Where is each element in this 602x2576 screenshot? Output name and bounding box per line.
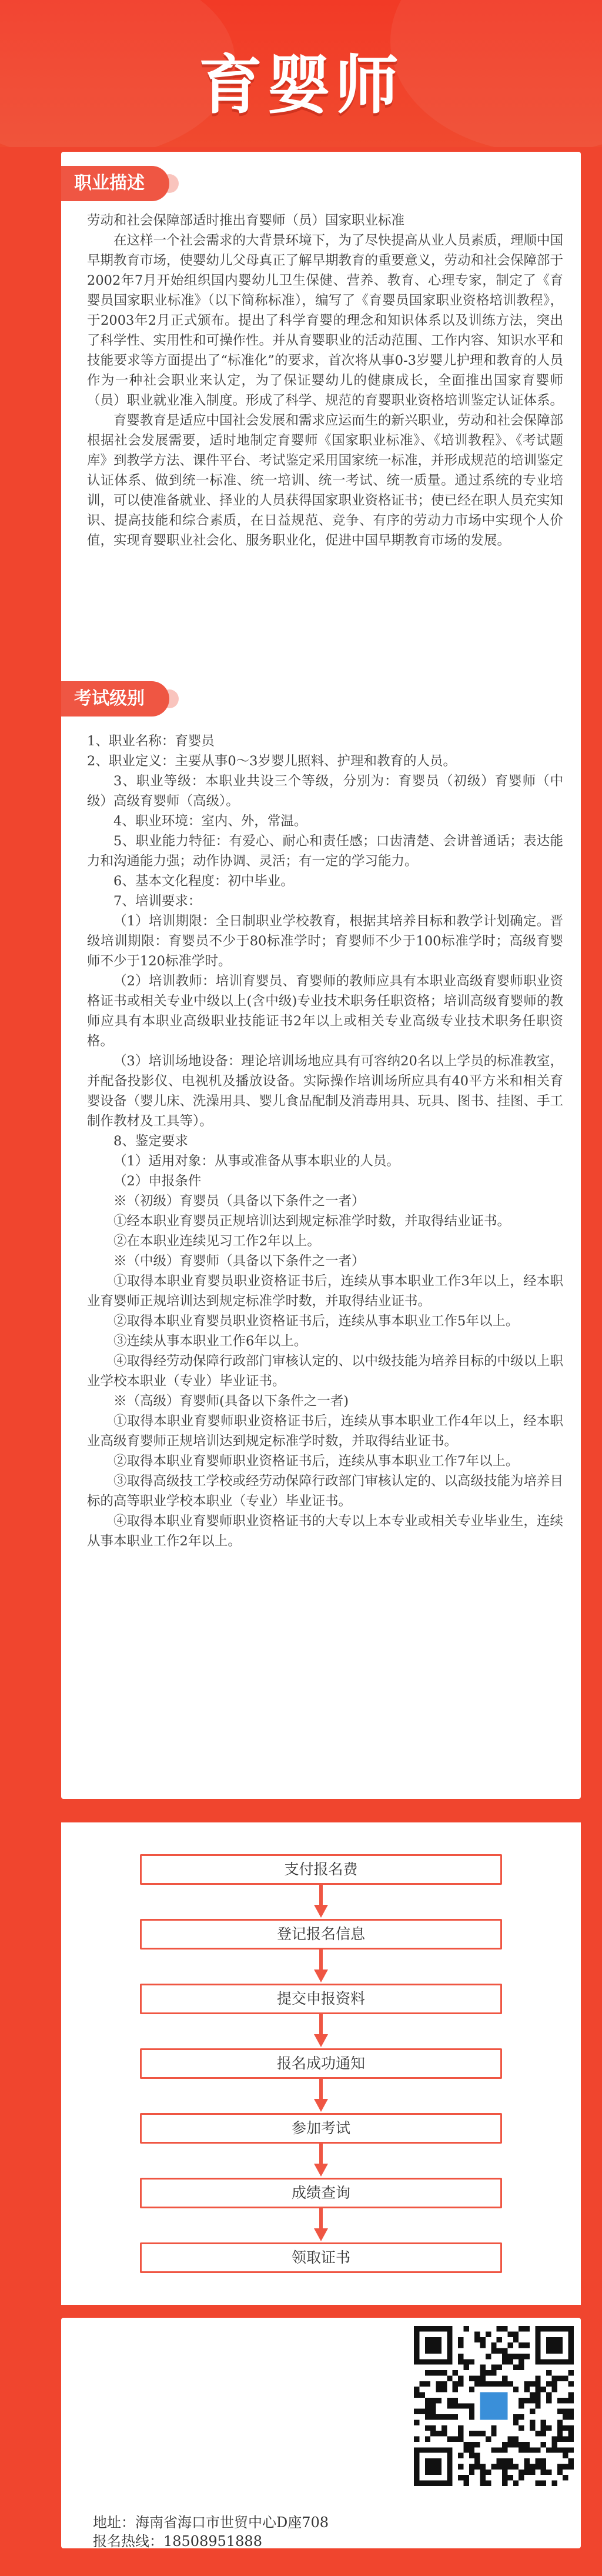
section-tag-description: 职业描述 [61, 166, 169, 201]
arrow-down-icon [314, 2014, 328, 2050]
flow-step: 提交申报资料 [140, 1984, 502, 2014]
paragraph: （2）培训教师：培训育婴员、育婴师的教师应具有本职业高级育婴师职业资格证书或相关专业中级以上(含中级)专业技术职务任职资格；培训高级育婴师的教师应具有本职业高级职业技能证书2年以上或相关专业高级专业技术职务任职资格。 [87, 974, 563, 1049]
paragraph: ③取得高级技工学校或经劳动保障行政部门审核认定的、以高级技能为培养目标的高等职业学校本职业（专业）毕业证书。 [87, 1474, 564, 1509]
page-title: 育婴师 [198, 49, 403, 122]
arrow-down-icon [314, 2208, 328, 2244]
flow-step: 报名成功通知 [140, 2048, 502, 2079]
paragraph: ③连续从事本职业工作6年以上。 [113, 1334, 307, 1349]
levels-text [87, 731, 563, 1551]
arrow-down-icon [314, 2079, 328, 2114]
paragraph: （1）适用对象：从事或准备从事本职业的人员。 [113, 1154, 400, 1169]
paragraph: （3）培训场地设备：理论培训场地应具有可容纳20名以上学员的标准教室，并配备投影仪、电视机及播放设备。实际操作培训场所应具有40平方米和相关育婴设备（婴儿床、洗澡用具、婴儿食品配制及消毒用具、玩具、图书、挂图、手工制作教材及工具等）。 [87, 1054, 564, 1129]
paragraph: 1、职业名称：育婴员 [87, 734, 215, 749]
flow-step: 成绩查询 [140, 2178, 502, 2208]
paragraph: ②取得本职业育婴师职业资格证书后，连续从事本职业工作7年以上。 [113, 1454, 519, 1469]
paragraph: 在这样一个社会需求的大背景环境下，为了尽快提高从业人员素质，理顺中国早期教育市场，使婴幼儿父母真正了解早期教育的重要意义，劳动和社会保障部于2002年7月开始组织国内婴幼儿卫生保健、营养、教育、心理专家，制定了《育婴员国家职业标准》（以下简称标准），编写了《育婴员国家职业资格培训教程》，于2003年2月正式颁布。提出了科学育婴的理念和知识体系以及训练方法，突出了科学性、实用性和可操作性。并从育婴职业的活动范围、工作内容、知识水平和技能要求等方面提出了“标准化”的要求，首次将从事0-3岁婴儿护理和教育的人员作为一种社会职业来认定，为了保证婴幼儿的健康成长，全面推出国家育婴师（员）职业就业准入制度。形成了科学、规范的育婴职业资格培训鉴定认证体系。 [87, 233, 564, 408]
flow-step: 参加考试 [140, 2113, 502, 2144]
paragraph: ①取得本职业育婴员职业资格证书后，连续从事本职业工作3年以上，经本职业育婴师正规培训达到规定标准学时数，并取得结业证书。 [87, 1274, 563, 1309]
section-tag-levels: 考试级别 [61, 681, 169, 717]
flow-step: 登记报名信息 [140, 1919, 502, 1950]
paragraph: ※（中级）育婴师（具备以下条件之一者） [113, 1254, 365, 1269]
paragraph: （2）申报条件 [113, 1174, 202, 1189]
paragraph: 6、基本文化程度：初中毕业。 [113, 874, 294, 889]
paragraph: ※（初级）育婴员（具备以下条件之一者） [113, 1194, 365, 1209]
paragraph: ①取得本职业育婴师职业资格证书后，连续从事本职业工作4年以上，经本职业高级育婴师正规培训达到规定标准学时数，并取得结业证书。 [87, 1414, 563, 1449]
paragraph: ④取得经劳动保障行政部门审核认定的、以中级技能为培养目标的中级以上职业学校本职业（专业）毕业证书。 [87, 1354, 564, 1389]
paragraph: 5、职业能力特征：有爱心、耐心和责任感；口齿清楚、会讲普通话；表达能力和沟通能力强；动作协调、灵活；有一定的学习能力。 [87, 834, 563, 869]
paragraph: ②在本职业连续见习工作2年以上。 [113, 1234, 320, 1249]
arrow-down-icon [314, 2144, 328, 2179]
header-banner [0, 0, 602, 147]
contact-address: 地址：海南省海口市世贸中心D座708 [93, 2514, 329, 2531]
paragraph: 育婴教育是适应中国社会发展和需求应运而生的新兴职业，劳动和社会保障部根据社会发展需要，适时地制定育婴师《国家职业标准》、《培训教程》、《考试题库》到教学方法、课件平台、考试鉴定采用国家统一标准，并形成规范的培训鉴定认证体系、做到统一标准、统一培训、统一考试、统一质量。通过系统的专业培训，可以使准备就业、择业的人员获得国家职业资格证书；使已经在职人员充实知识、提高技能和综合素质，在日益规范、竞争、有序的劳动力市场中实现个人价值，实现育婴职业社会化、服务职业化，促进中国早期教育市场的发展。 [87, 413, 564, 548]
contact-phone: 报名热线：18508951888 [93, 2533, 262, 2550]
description-text [87, 211, 563, 551]
process-flowchart [61, 1822, 581, 2305]
paragraph: ②取得本职业育婴员职业资格证书后，连续从事本职业工作5年以上。 [113, 1314, 519, 1329]
arrow-down-icon [314, 1950, 328, 1985]
info-card [61, 152, 581, 1799]
paragraph: ④取得本职业育婴师职业资格证书的大专以上本专业或相关专业毕业生，连续从事本职业工作2年以上。 [87, 1514, 564, 1549]
paragraph: 7、培训要求： [113, 894, 202, 909]
paragraph: ①经本职业育婴员正规培训达到规定标准学时数，并取得结业证书。 [113, 1214, 511, 1229]
arrow-down-icon [314, 1885, 328, 1920]
paragraph: 劳动和社会保障部适时推出育婴师（员）国家职业标准 [87, 213, 405, 228]
flow-step: 领取证书 [140, 2242, 502, 2273]
qr-code-icon [414, 2326, 574, 2486]
paragraph: 3、职业等级：本职业共设三个等级，分别为：育婴员（初级）育婴师（中级）高级育婴师（高级）。 [87, 774, 563, 809]
paragraph: 8、鉴定要求 [113, 1134, 188, 1149]
paragraph: 4、职业环境：室内、外，常温。 [113, 814, 307, 829]
paragraph: 2、职业定义：主要从事0～3岁婴儿照料、护理和教育的人员。 [87, 754, 456, 769]
flow-step: 支付报名费 [140, 1854, 502, 1885]
paragraph: ※（高级）育婴师(具备以下条件之一者) [113, 1394, 349, 1409]
contact-card [61, 2318, 581, 2548]
paragraph: （1）培训期限：全日制职业学校教育，根据其培养目标和教学计划确定。晋级培训期限：育婴员不少于80标准学时；育婴师不少于100标准学时；高级育婴师不少于120标准学时。 [87, 914, 563, 969]
